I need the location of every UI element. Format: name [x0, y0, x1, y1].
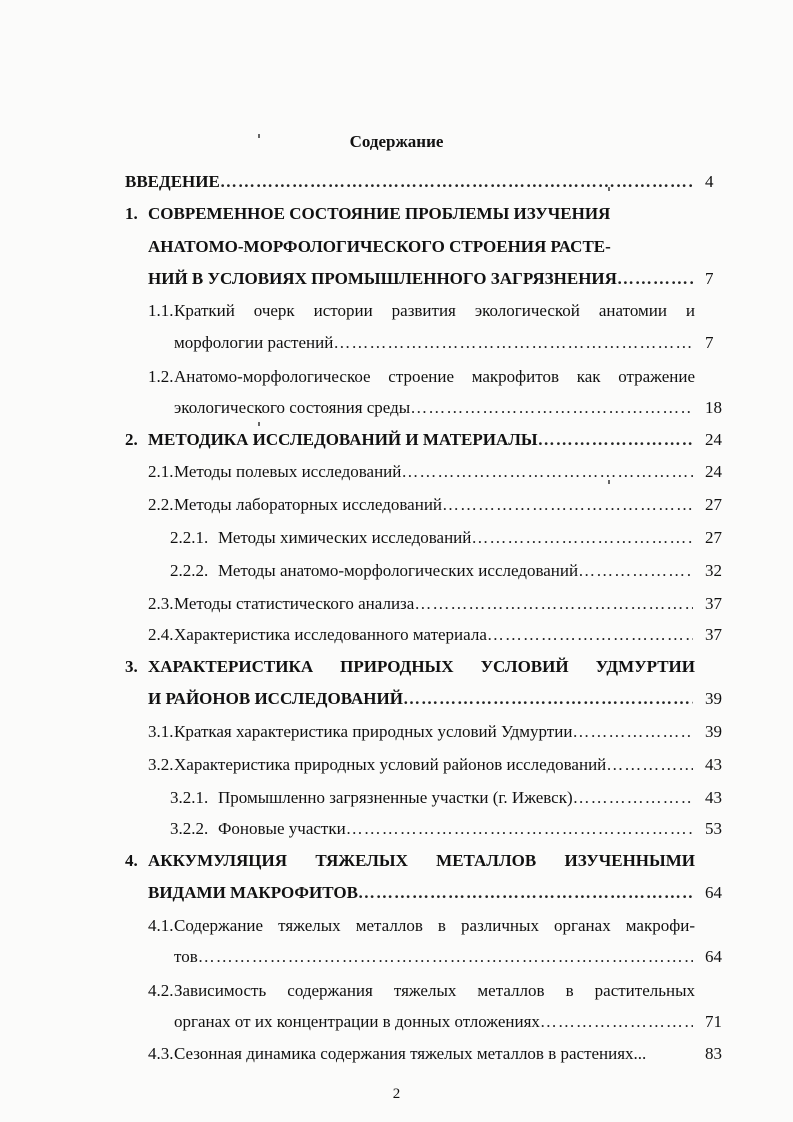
- toc-section-number: 3.2.1.: [170, 788, 209, 807]
- toc-entry-s4: [148, 882, 693, 904]
- toc-section-number: 2.: [125, 430, 138, 449]
- toc-entry-label: Характеристика исследованного материала: [174, 625, 487, 644]
- toc-entry-label: Краткая характеристика природных условий Удмуртии: [174, 722, 573, 741]
- toc-page-number: 64: [705, 947, 722, 966]
- toc-section-number: 2.4.: [148, 625, 174, 644]
- toc-entry-s2: [148, 429, 693, 451]
- toc-page-number: 53: [705, 819, 722, 838]
- toc-page-number: 32: [705, 561, 722, 580]
- toc-entry-line: ВИДАМИ МАКРОФИТОВ: [148, 883, 358, 902]
- toc-entry-line: ХАРАКТЕРИСТИКА ПРИРОДНЫХ УСЛОВИЙ УДМУРТИИ: [148, 657, 695, 676]
- toc-entry-label: Характеристика природных условий районов исследований: [174, 755, 607, 774]
- toc-section-number: 4.: [125, 851, 138, 870]
- toc-page-number: 27: [705, 495, 722, 514]
- toc-entry-label: Фоновые участки: [218, 819, 346, 838]
- toc-entry-line: экологического состояния среды: [174, 398, 411, 417]
- toc-entry-label: ВВЕДЕНИЕ: [125, 172, 220, 191]
- toc-entry-line: СОВРЕМЕННОЕ СОСТОЯНИЕ ПРОБЛЕМЫ ИЗУЧЕНИЯ: [148, 204, 611, 223]
- toc-entry-line: морфологии растений: [174, 333, 334, 352]
- toc-page-number: 37: [705, 625, 722, 644]
- toc-section-number: 1.1.: [148, 301, 174, 320]
- toc-entry-s2-2-1: [218, 527, 693, 549]
- toc-entry-label: Промышленно загрязненные участки (г. Ижевск): [218, 788, 573, 807]
- toc-entry-s2-3: [174, 593, 693, 615]
- toc-entry-s4-2: [174, 1011, 693, 1033]
- toc-section-number: 3.2.: [148, 755, 174, 774]
- toc-entry-label: Методы полевых исследований: [174, 462, 402, 481]
- toc-page-number: 39: [705, 689, 722, 708]
- scan-speck: [258, 134, 260, 138]
- toc-entry-s2-2-2: [218, 560, 693, 582]
- toc-section-number: 2.3.: [148, 594, 174, 613]
- toc-entry-s2-1: [174, 461, 693, 483]
- scan-speck: [258, 422, 260, 426]
- toc-page-number: 27: [705, 528, 722, 547]
- toc-entry-s1-2: [174, 397, 693, 419]
- toc-page-number: 24: [705, 462, 722, 481]
- toc-section-number: 3.: [125, 657, 138, 676]
- toc-section-number: 2.2.1.: [170, 528, 209, 547]
- toc-entry-s1-1: [174, 332, 693, 354]
- toc-entry-line: органах от их концентрации в донных отложениях: [174, 1012, 540, 1031]
- toc-page-number: 7: [705, 269, 714, 288]
- toc-section-number: 1.: [125, 204, 138, 223]
- toc-entry-line: Краткий очерк истории развития экологической анатомии и: [174, 301, 695, 320]
- toc-section-number: 3.2.2.: [170, 819, 209, 838]
- toc-section-number: 1.2.: [148, 367, 174, 386]
- toc-page-number: 4: [705, 172, 714, 191]
- toc-section-number: 2.2.2.: [170, 561, 209, 580]
- toc-section-number: 4.2.: [148, 981, 174, 1000]
- toc-entry-line: НИЙ В УСЛОВИЯХ ПРОМЫШЛЕННОГО ЗАГРЯЗНЕНИЯ: [148, 269, 617, 288]
- toc-entry-line: АККУМУЛЯЦИЯ ТЯЖЕЛЫХ МЕТАЛЛОВ ИЗУЧЕННЫМИ: [148, 851, 695, 870]
- toc-entry-s3-2: [174, 754, 693, 776]
- toc-page-number: 39: [705, 722, 722, 741]
- toc-entry-s1: [148, 268, 693, 290]
- scan-speck: [608, 187, 610, 191]
- toc-entry-line: И РАЙОНОВ ИССЛЕДОВАНИЙ: [148, 689, 403, 708]
- toc-page-number: 83: [705, 1044, 722, 1063]
- toc-entry-line: Содержание тяжелых металлов в различных органах макрофи-: [174, 916, 695, 935]
- toc-entry-line: Анатомо-морфологическое строение макрофитов как отражение: [174, 367, 695, 386]
- toc-page-number: 37: [705, 594, 722, 613]
- toc-page-number: 18: [705, 398, 722, 417]
- toc-entry-line: Зависимость содержания тяжелых металлов в растительных: [174, 981, 695, 1000]
- toc-page-number: 43: [705, 788, 722, 807]
- toc-page-number: 64: [705, 883, 722, 902]
- toc-page-number: 43: [705, 755, 722, 774]
- toc-section-number: 4.1.: [148, 916, 174, 935]
- toc-entry-label: Методы лабораторных исследований: [174, 495, 443, 514]
- toc-page-number: 71: [705, 1012, 722, 1031]
- scan-speck: [608, 480, 610, 484]
- toc-entry-s3-2-2: [218, 818, 693, 840]
- toc-entry-s2-4: [174, 624, 693, 646]
- toc-entry-label: Методы статистического анализа: [174, 594, 415, 613]
- toc-entry-label: Методы анатомо-морфологических исследований: [218, 561, 579, 580]
- toc-section-number: 3.1.: [148, 722, 174, 741]
- toc-page-number: 24: [705, 430, 722, 449]
- toc-entry-s2-2: [174, 494, 693, 516]
- toc-entry-s4-1: [174, 946, 693, 968]
- toc-section-number: 2.1.: [148, 462, 174, 481]
- toc-section-number: 4.3.: [148, 1044, 174, 1063]
- toc-entry-s3-2-1: [218, 787, 693, 809]
- toc-section-number: 2.2.: [148, 495, 174, 514]
- toc-entry-line: тов: [174, 947, 198, 966]
- toc-entry-line: Сезонная динамика содержания тяжелых металлов в растениях...: [174, 1044, 647, 1063]
- toc-entry-label: Методы химических исследований: [218, 528, 472, 547]
- page-number: 2: [392, 1086, 401, 1102]
- toc-entry-s3: [148, 688, 693, 710]
- toc-entry-s3-1: [174, 721, 693, 743]
- toc-page-number: 7: [705, 333, 714, 352]
- toc-entry-line: АНАТОМО-МОРФОЛОГИЧЕСКОГО СТРОЕНИЯ РАСТЕ-: [148, 237, 611, 256]
- toc-title: Содержание: [349, 132, 444, 151]
- toc-entry-label: МЕТОДИКА ИССЛЕДОВАНИЙ И МАТЕРИАЛЫ: [148, 430, 538, 449]
